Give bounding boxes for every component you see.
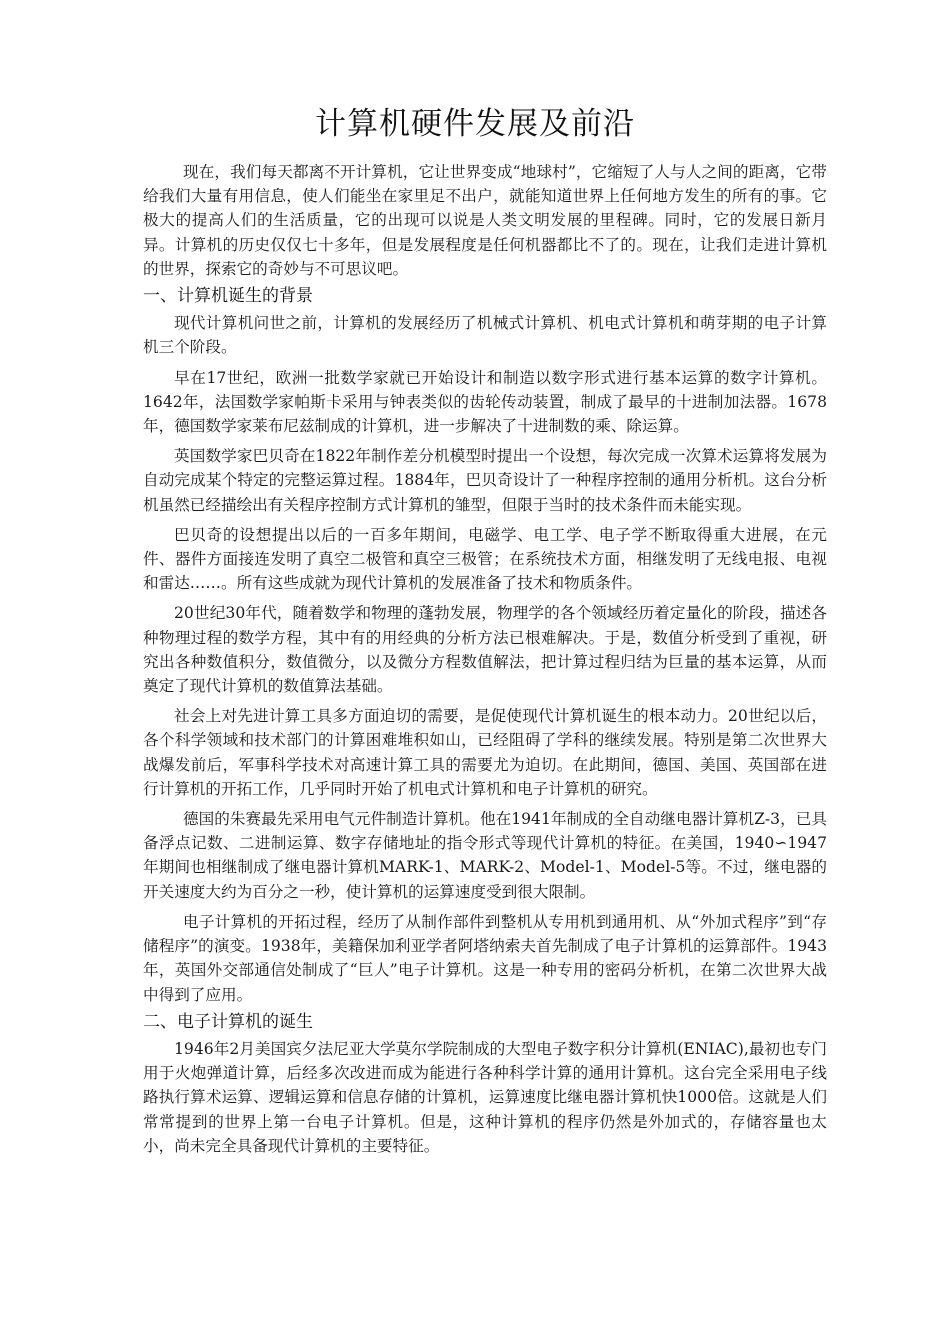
intro-paragraph: 现在，我们每天都离不开计算机，它让世界变成“地球村”，它缩短了人与人之间的距离，它带给我们大量有用信息，使人们能坐在家里足不出户，就能知道世界上任何地方发生的所有的事。它极大的提高人们的生活质量，它的出现可以说是人类文明发展的里程碑。同时，它的发展日新月异。计算机的历史仅仅七十多年，但是发展程度是任何机器都比不了的。现在，让我们走进计算机的世界，探索它的奇妙与不可思议吧。 [143,163,827,278]
document-body [143,160,827,1158]
paragraph: 社会上对先进计算工具多方面迫切的需要，是促使现代计算机诞生的根本动力。20世纪以后，各个科学领域和技术部门的计算困难堆积如山，已经阻碍了学科的继续发展。特别是第二次世界大战爆发前后，军事科学技术对高速计算工具的需要尤为迫切。在此期间，德国、美国、英国部在进行计算机的开拓工作，几乎同时开始了机电式计算机和电子计算机的研究。 [143,707,827,798]
section-heading-background: 一、计算机诞生的背景 [143,286,313,307]
document-title: 计算机硬件发展及前沿 [315,106,635,142]
paragraph: 现代计算机问世之前，计算机的发展经历了机械式计算机、机电式计算机和萌芽期的电子计算机三个阶段。 [143,314,827,357]
section-heading-birth: 二、电子计算机的诞生 [143,1011,313,1032]
paragraph: 电子计算机的开拓过程，经历了从制作部件到整机从专用机到通用机、从“外加式程序”到“存储程序”的演变。1938年，美籍保加利亚学者阿塔纳索夫首先制成了电子计算机的运算部件。1943年，英国外交部通信处制成了“巨人”电子计算机。这是一种专用的密码分析机，在第二次世界大战中得到了应用。 [143,912,827,1004]
paragraph: 20世纪30年代，随着数学和物理的蓬勃发展，物理学的各个领域经历着定量化的阶段，描述各种物理过程的数学方程，其中有的用经典的分析方法已根难解决。于是，数值分析受到了重视，研究出各种数值积分，数值微分，以及微分方程数值解法，把计算过程归结为巨量的基本运算，从而奠定了现代计算机的数值算法基础。 [143,604,827,696]
paragraph: 英国数学家巴贝奇在1822年制作差分机模型时提出一个设想，每次完成一次算术运算将发展为自动完成某个特定的完整运算过程。1884年，巴贝奇设计了一种程序控制的通用分析机。这台分析机虽然已经描绘出有关程序控制方式计算机的雏型，但限于当时的技术条件而未能实现。 [143,447,827,514]
paragraph: 德国的朱赛最先采用电气元件制造计算机。他在1941年制成的全自动继电器计算机Z-3，已具备浮点记数、二进制运算、数字存储地址的指令形式等现代计算机的特征。在美国，1940∽1947年期间也相继制成了继电器计算机MARK-1、MARK-2、Model-1、Model-5等。不过，继电器的开关速度大约为百分之一秒，使计算机的运算速度受到很大限制。 [143,810,827,901]
paragraph: 巴贝奇的设想提出以后的一百多年期间，电磁学、电工学、电子学不断取得重大进展，在元件、器件方面接连发明了真空二极管和真空三极管；在系统技术方面，相继发明了无线电报、电视和雷达……。所有这些成就为现代计算机的发展准备了技术和物质条件。 [143,525,827,593]
paragraph: 1946年2月美国宾夕法尼亚大学莫尔学院制成的大型电子数字积分计算机(ENIAC),最初也专门用于火炮弹道计算，后经多次改进而成为能进行各种科学计算的通用计算机。这台完全采用电子线路执行算术运算、逻辑运算和信息存储的计算机，运算速度比继电器计算机快1000倍。这就是人们常常提到的世界上第一台电子计算机。但是，这种计算机的程序仍然是外加式的，存储容量也太小，尚未完全具备现代计算机的主要特征。 [143,1039,827,1155]
paragraph: 早在17世纪，欧洲一批数学家就已开始设计和制造以数字形式进行基本运算的数字计算机。1642年，法国数学家帕斯卡采用与钟表类似的齿轮传动装置，制成了最早的十进制加法器。1678年，德国数学家莱布尼兹制成的计算机，进一步解决了十进制数的乘、除运算。 [143,368,827,436]
